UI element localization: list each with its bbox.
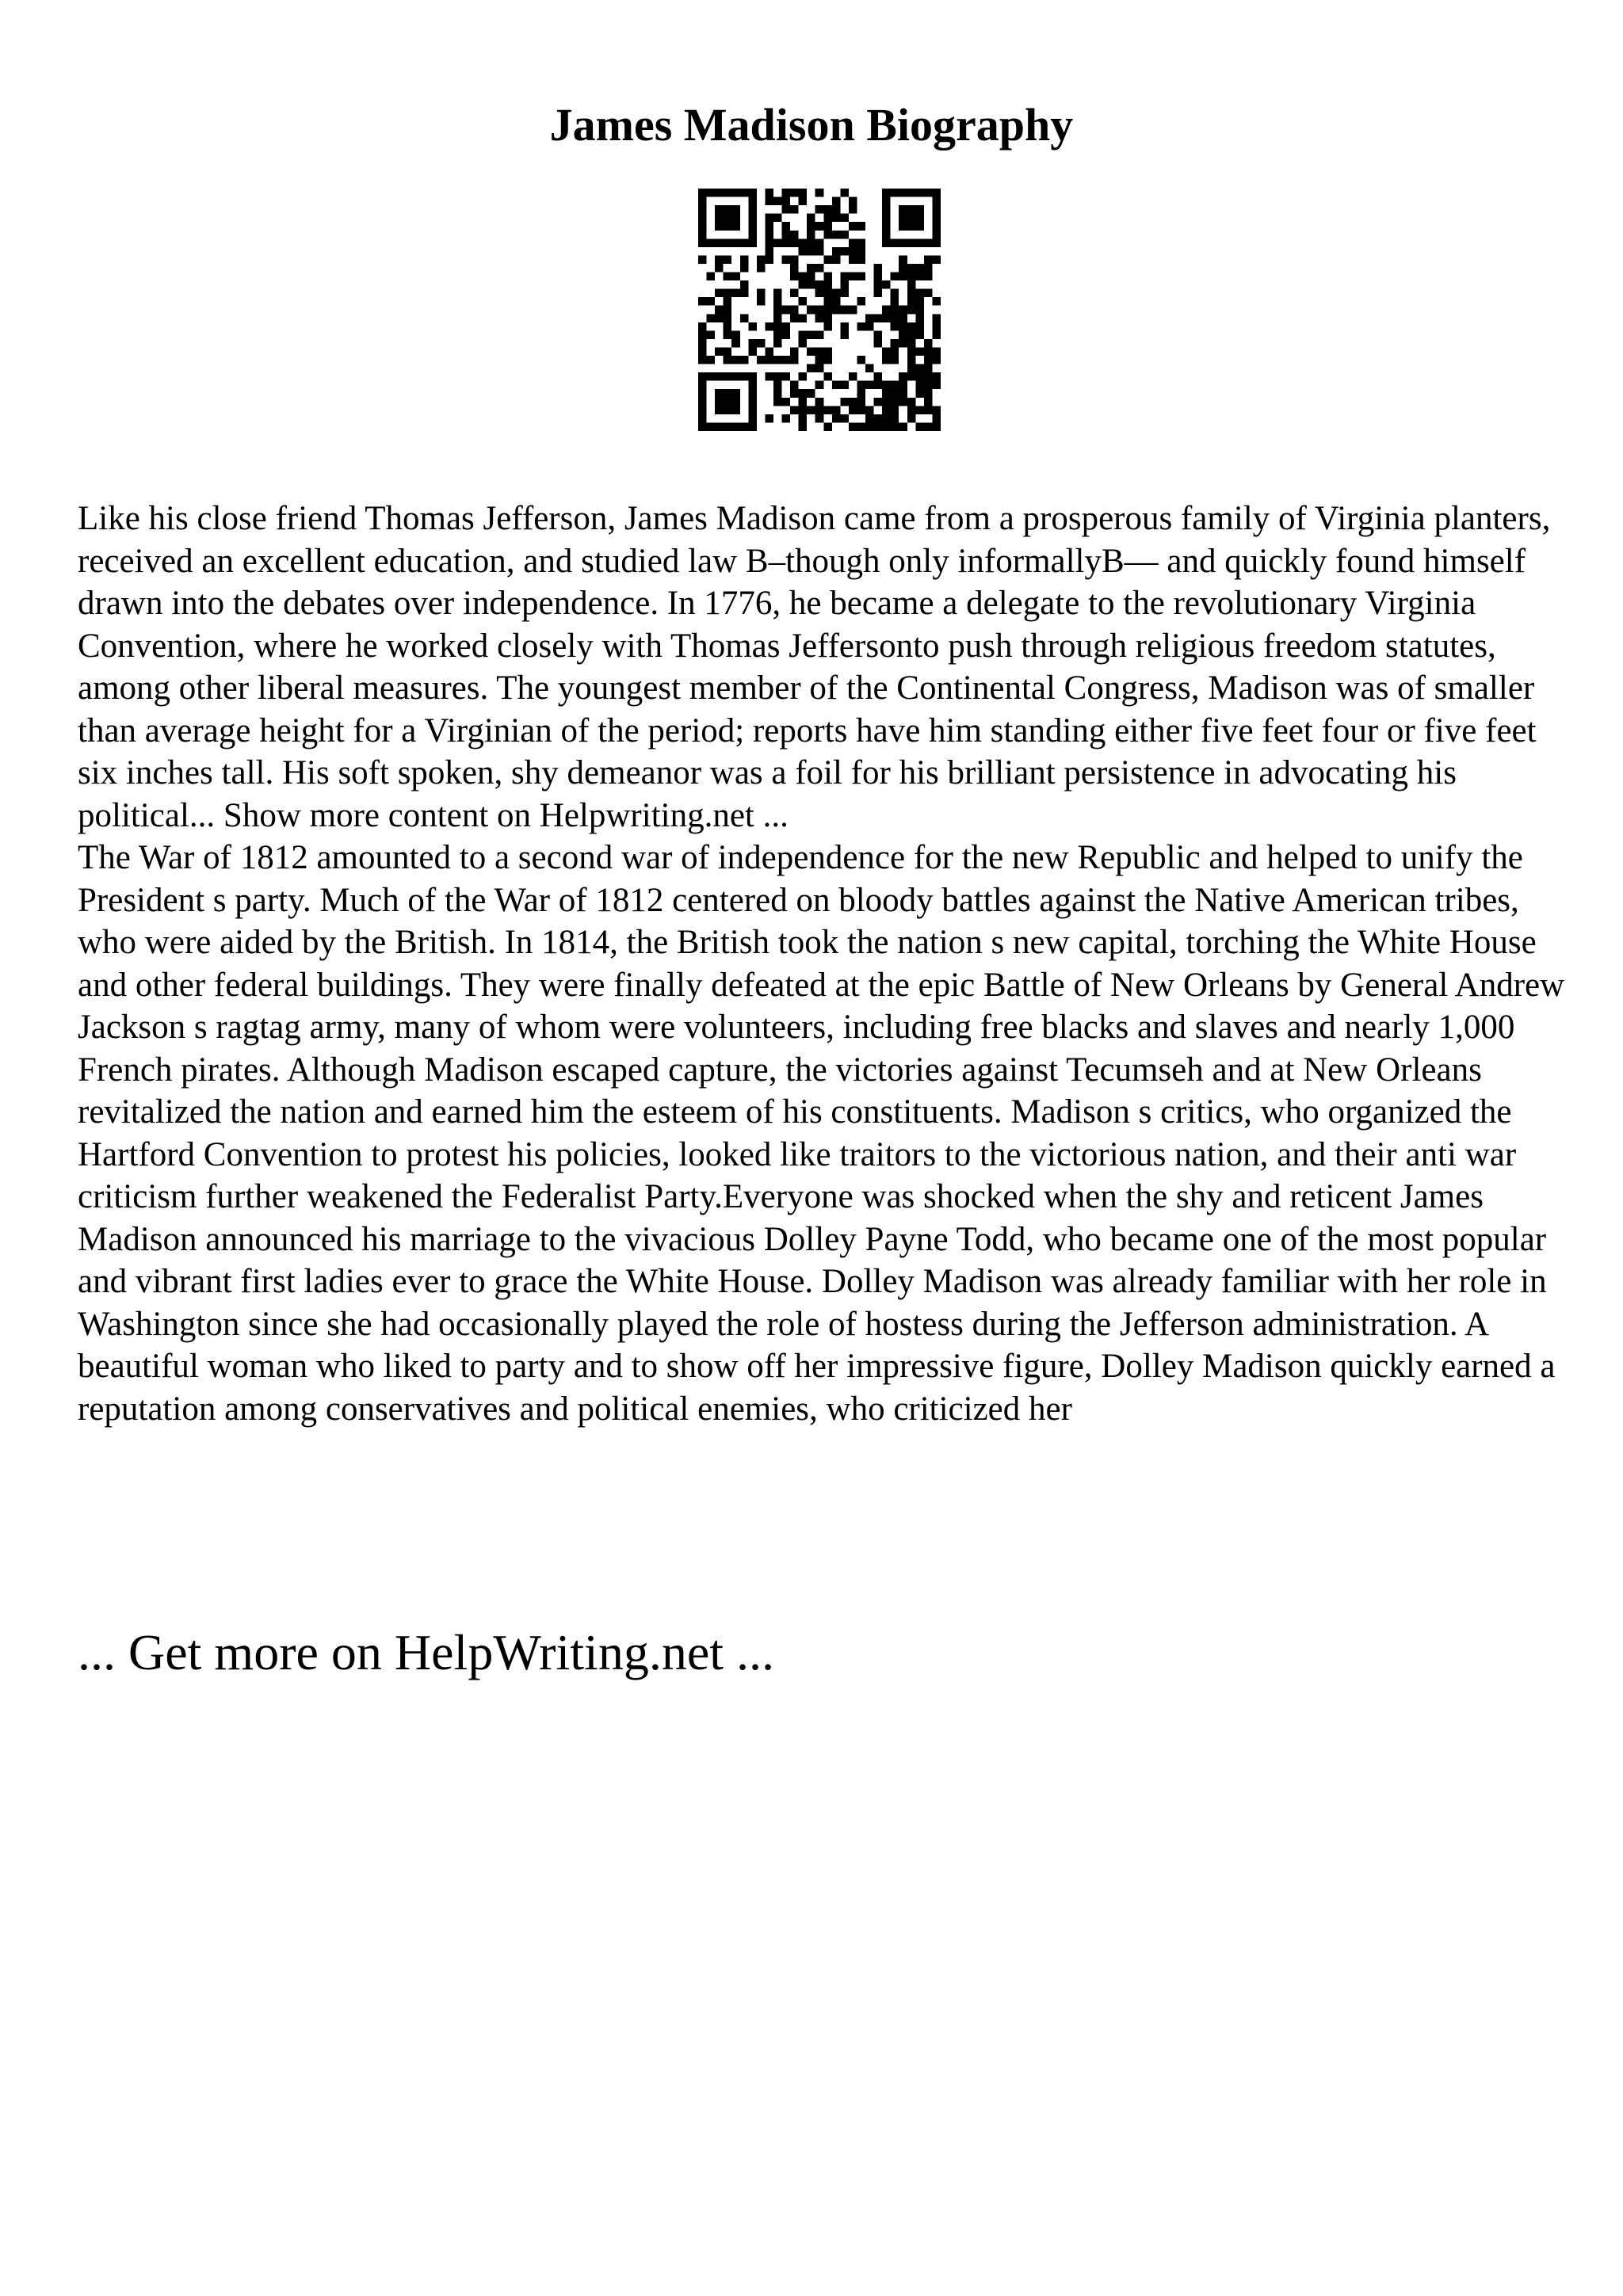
qr-code-icon <box>698 189 941 431</box>
article-body <box>78 498 1568 1430</box>
paragraph-2: The War of 1812 amounted to a second war of independence for the new Republic and helped to unify the President s party. Much of the War of 1812 centered on bloody battles against the Native American tribes, who were aided by the British. In 1814, the British took the nation s new capital, torching the White House and other federal buildings. They were finally defeated at the epic Battle of New Orleans by General Andrew Jackson s ragtag army, many of whom were volunteers, including free blacks and slaves and nearly 1,000 French pirates. Although Madison escaped capture, the victories against Tecumseh and at New Orleans revitalized the nation and earned him the esteem of his constituents. Madison s critics, who organized the Hartford Convention to protest his policies, looked like traitors to the victorious nation, and their anti war criticism further weakened the Federalist Party.Everyone was shocked when the shy and reticent James Madison announced his marriage to the vivacious Dolley Payne Todd, who became one of the most popular and vibrant first ladies ever to grace the White House. Dolley Madison was already familiar with her role in Washington since she had occasionally played the role of hostess during the Jefferson administration. A beautiful woman who liked to party and to show off her impressive figure, Dolley Madison quickly earned a reputation among conservatives and political enemies, who criticized her <box>78 839 1565 1428</box>
page-title: James Madison Biography <box>549 99 1074 151</box>
paragraph-1: Like his close friend Thomas Jefferson, James Madison came from a prosperous family of Virginia planters, received an excellent education, and studied law B–though only informallyB— and quickly found himself drawn into the debates over independence. In 1776, he became a delegate to the revolutionary Virginia Convention, where he worked closely with Thomas Jeffersonto push through religious freedom statutes, among other liberal measures. The youngest member of the Continental Congress, Madison was of smaller than average height for a Virginian of the period; reports have him standing either five feet four or five feet six inches tall. His soft spoken, shy demeanor was a foil for his brilliant persistence in advocating his political... Show more content on Helpwriting.net ... <box>78 500 1551 834</box>
get-more-link[interactable]: ... Get more on HelpWriting.net ... <box>78 1624 774 1680</box>
